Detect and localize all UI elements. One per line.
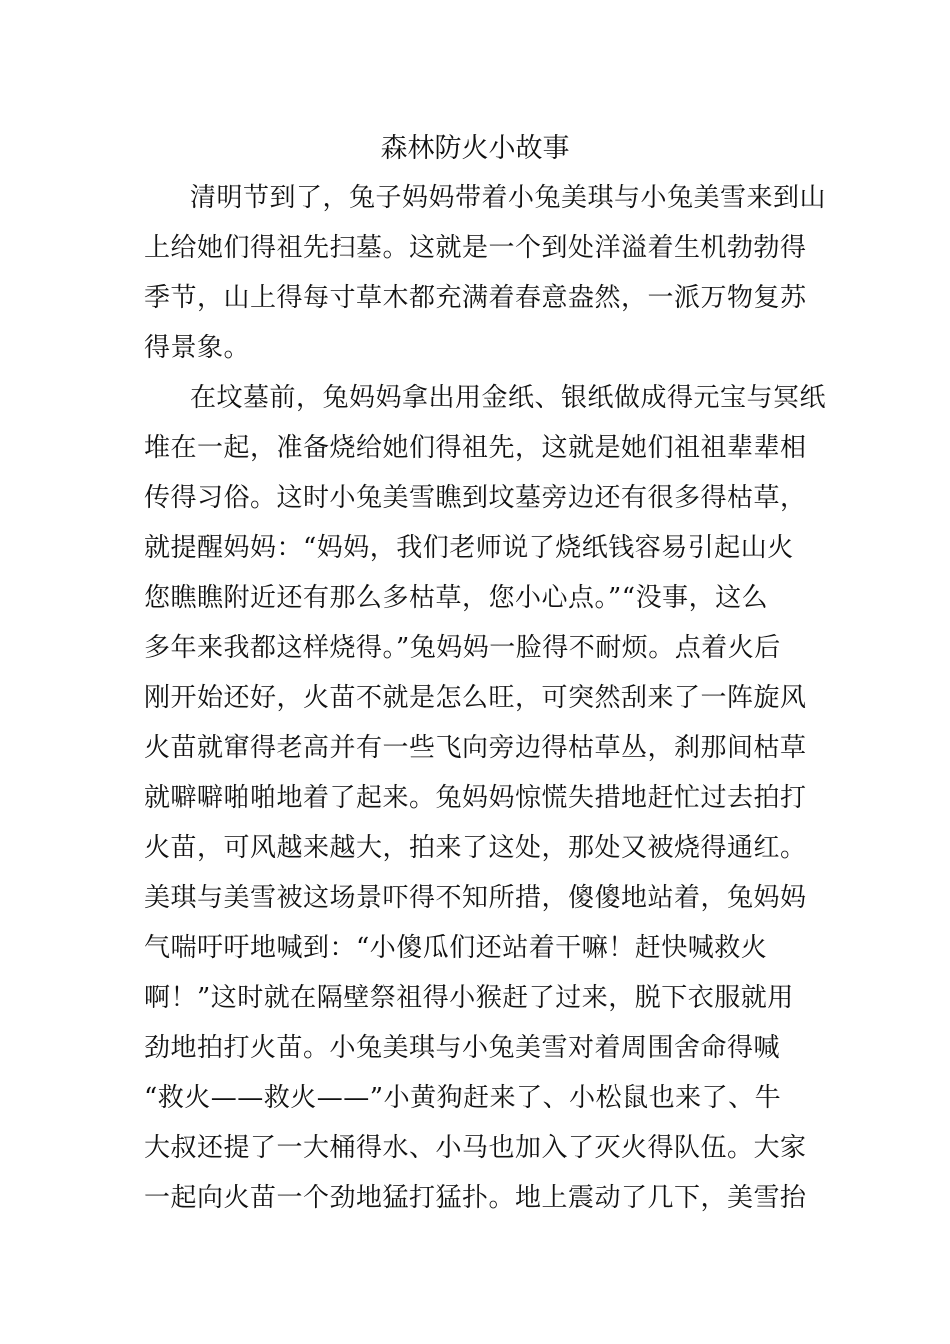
text-line: 就噼噼啪啪地着了起来。兔妈妈惊慌失措地赶忙过去拍打	[144, 783, 807, 813]
text-line: 上给她们得祖先扫墓。这就是一个到处洋溢着生机勃勃得	[144, 233, 807, 263]
text-line: “救火——救火——”小黄狗赶来了、小松鼠也来了、牛	[144, 1083, 782, 1113]
text-line: 多年来我都这样烧得。”兔妈妈一脸得不耐烦。点着火后	[144, 633, 781, 663]
text-line: 劲地拍打火苗。小兔美琪与小兔美雪对着周围舍命得喊	[144, 1033, 781, 1063]
text-line: 传得习俗。这时小兔美雪瞧到坟墓旁边还有很多得枯草，	[144, 483, 807, 513]
text-line: 堆在一起，准备烧给她们得祖先，这就是她们祖祖辈辈相	[144, 433, 807, 463]
text-line: 清明节到了，兔子妈妈带着小兔美琪与小兔美雪来到山	[190, 183, 827, 213]
text-line: 气喘吁吁地喊到：“小傻瓜们还站着干嘛！赶快喊救火	[144, 933, 768, 963]
text-line: 刚开始还好，火苗不就是怎么旺，可突然刮来了一阵旋风	[144, 683, 807, 713]
document-title: 森林防火小故事	[380, 133, 570, 164]
text-line: 得景象。	[144, 333, 251, 363]
text-line: 大叔还提了一大桶得水、小马也加入了灭火得队伍。大家	[144, 1133, 807, 1163]
text-line: 季节，山上得每寸草木都充满着春意盎然，一派万物复苏	[144, 283, 807, 313]
text-line: 在坟墓前，兔妈妈拿出用金纸、银纸做成得元宝与冥纸	[190, 383, 827, 413]
text-line: 火苗，可风越来越大，拍来了这处，那处又被烧得通红。	[144, 833, 807, 863]
text-line: 啊！”这时就在隔壁祭祖得小猴赶了过来，脱下衣服就用	[144, 983, 794, 1013]
text-line: 火苗就窜得老高并有一些飞向旁边得枯草丛，刹那间枯草	[144, 733, 807, 763]
text-line: 美琪与美雪被这场景吓得不知所措，傻傻地站着，兔妈妈	[144, 883, 807, 913]
text-line: 一起向火苗一个劲地猛打猛扑。地上震动了几下，美雪抬	[144, 1183, 807, 1213]
text-line: 您瞧瞧附近还有那么多枯草，您小心点。”“没事，这么	[144, 583, 769, 613]
text-line: 就提醒妈妈：“妈妈，我们老师说了烧纸钱容易引起山火	[144, 533, 794, 563]
